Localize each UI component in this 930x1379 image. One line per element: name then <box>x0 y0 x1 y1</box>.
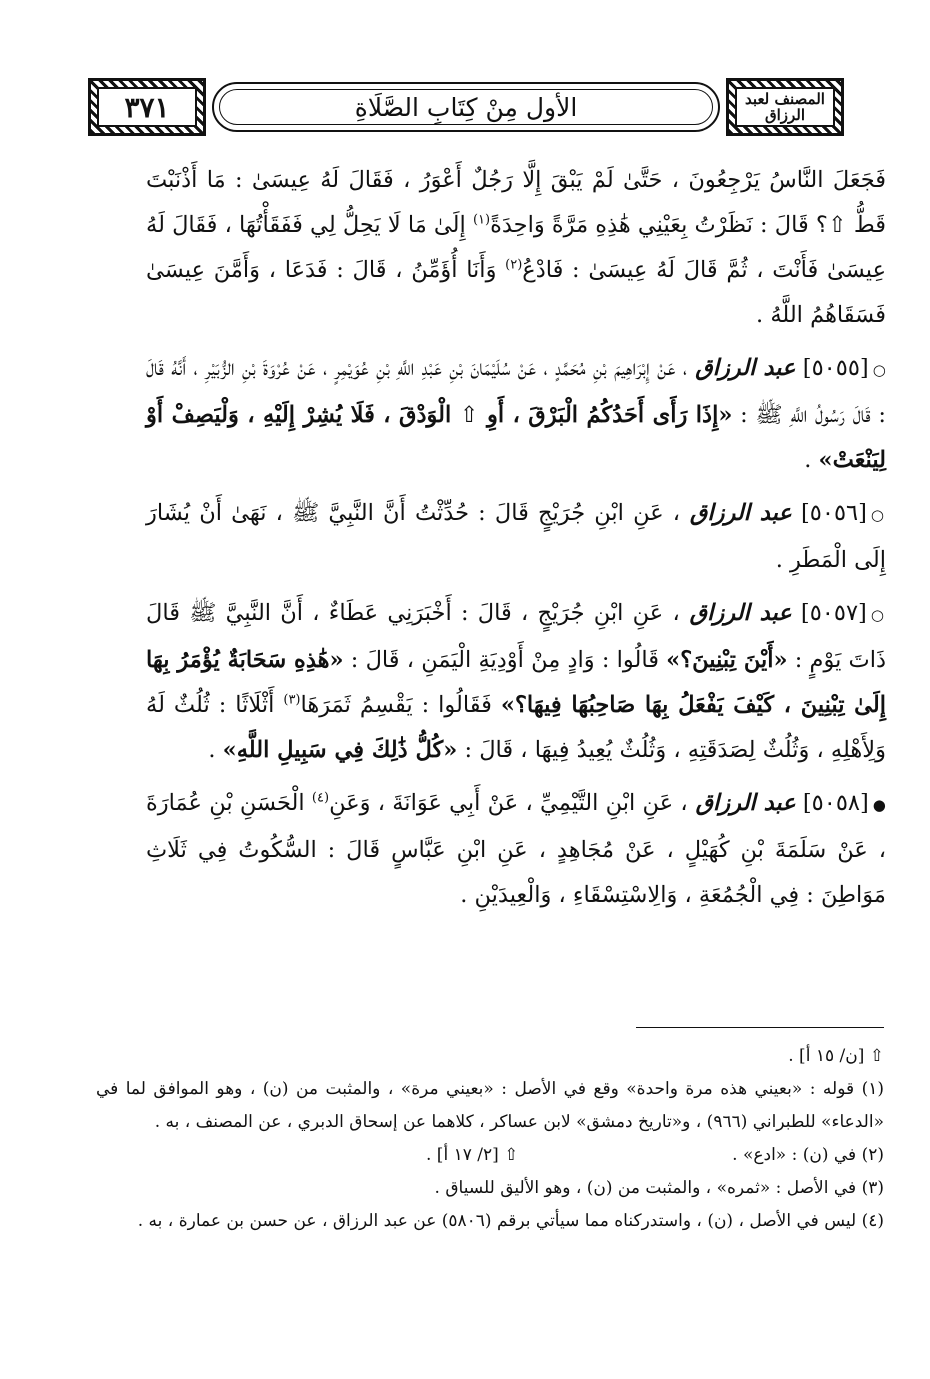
footnote-1: (١) قوله : «بعيني هذه مرة واحدة» وقع في الأصل : «بعيني مرة» ، والمثبت من (ن) ، وهو الموافق لما في «الدعاء» للطبراني (٩٦٦) ، و«تاريخ دمشق» لابن عساكر ، كلاهما عن إسحاق الدبري ، عن المصنف ، به . <box>96 1079 884 1132</box>
author-name: عبد الرزاق <box>687 790 796 816</box>
running-title-frame <box>212 82 720 132</box>
book-seal: المصنف لعبد الرزاق <box>745 90 825 124</box>
author-name: عبد الرزاق <box>687 355 796 381</box>
folio-reference: ⇧ [ن/ ١٥ أ] . <box>788 1046 884 1066</box>
footnote-2: (٢) في (ن) : «ادع» . <box>732 1145 884 1165</box>
hadith-number: [٥٠٥٦] <box>791 500 867 526</box>
narration-text: فَجَعَلَ النَّاسُ يَرْجِعُونَ ، حَتَّىٰ لَمْ يَبْقَ إِلَّا رَجُلٌ أَعْوَرُ ، فَقَالَ لَهُ عِيسَىٰ : مَا أَذْنَبْتَ قَطُّ ⇧؟ قَالَ : نَظَرْتُ بِعَيْنِي هَٰذِهِ مَرَّةً وَاحِدَةً <box>146 167 886 238</box>
hadith-paragraph <box>146 491 886 583</box>
narration-text: قَالُوا : وَادٍ مِنْ أَوْدِيَةِ الْيَمَنِ ، قَالَ : <box>343 647 667 673</box>
footnote-ref: (٣) <box>283 692 301 708</box>
footnote-divider <box>636 1027 884 1028</box>
footnotes <box>96 1040 884 1238</box>
footnote-ref: (٤) <box>311 790 330 806</box>
hadith-paragraph <box>146 158 886 338</box>
hadith-paragraph <box>146 346 886 483</box>
hadith-number: [٥٠٥٨] <box>795 790 869 816</box>
prophetic-saying: «إِذَا رَأَى أَحَدُكُمُ الْبَرْقَ ، أَوِ ⇧ الْوَدْقَ ، فَلَا يُشِرْ إِلَيْهِ ، وَلْيَصِفْ أَوْ لِيَنْعَتْ» <box>146 402 886 473</box>
running-title: الأول مِنْ كِتَابِ الصَّلَاةِ <box>354 92 578 122</box>
narration-text: ، عَنْ إِبْرَاهِيمَ بْنِ مُحَمَّدٍ ، عَنْ سُلَيْمَانَ بْنِ عَبْدِ اللَّهِ بْنِ عُوَيْمِرٍ ، عَنْ عُرْوَةَ بْنِ الزُّبَيْرِ ، أَنَّهُ قَالَ : قَالَ رَسُولُ اللَّهِ ﷺ : <box>146 355 886 428</box>
hadith-paragraph <box>146 781 886 918</box>
narration-text: الْحَسَنِ بْنِ عُمَارَةَ ، عَنْ سَلَمَةَ بْنِ كُهَيْلٍ ، عَنْ مُجَاهِدٍ ، عَنِ ابْنِ عَبَّاسٍ قَالَ : السُّكُوتُ فِي ثَلَاثِ مَوَاطِنَ : فِي الْجُمُعَةِ ، وَالِاسْتِسْقَاءِ ، وَالْعِيدَيْنِ . <box>146 790 886 908</box>
narration-text: فَقَالُوا : يَقْسِمُ ثَمَرَهَا <box>300 692 501 718</box>
prophetic-saying: «كُلُّ ذَٰلِكَ فِي سَبِيلِ اللَّهِ» <box>222 737 458 763</box>
narration-text: . <box>804 447 819 473</box>
footnote-3: (٣) في الأصل : «ثمره» ، والمثبت من (ن) ، وهو الأليق للسياق . <box>434 1178 884 1198</box>
page-header <box>88 78 844 136</box>
narration-text: ، عَنِ ابْنِ جُرَيْجٍ قَالَ : حُدِّثْتُ أَنَّ النَّبِيَّ ﷺ ، نَهَىٰ أَنْ يُشَارَ إِلَى الْمَطَرِ . <box>146 500 886 573</box>
narration-text: إِلَىٰ مَا لَا يَحِلُّ لِي فَفَقَأْتُهَا ، فَقَالَ لَهُ عِيسَىٰ فَأَنْتَ ، ثُمَّ قَالَ لَهُ عِيسَىٰ : فَادْعُ <box>146 212 886 283</box>
narration-text: . <box>208 737 223 763</box>
hadith-paragraph <box>146 591 886 773</box>
narration-text: أَثْلَاثًا : ثُلُثٌ لَهُ وَلِأَهْلِهِ ، وَثُلُثٌ لِصَدَقَتِهِ ، وَثُلُثٌ يُعِيدُ فِيهَا ، قَالَ : <box>146 692 886 763</box>
narration-text: وَأَنَا أُؤَمِّنُ ، قَالَ : فَدَعَا ، وَأَمَّنَ عِيسَىٰ فَسَقَاهُمُ اللَّهُ . <box>146 257 886 328</box>
folio-reference: ⇧ [٢/ ١٧ أ] . <box>426 1145 519 1165</box>
grade-marker-icon: ○ <box>872 361 886 379</box>
page-number-frame <box>88 78 206 136</box>
footnote-ref: (١) <box>472 212 491 228</box>
grade-marker-icon: ● <box>872 796 886 814</box>
prophetic-saying: «أَيْنَ تِبْنِينَ؟» <box>666 647 788 673</box>
author-name: عبد الرزاق <box>680 500 792 526</box>
main-text <box>146 158 886 926</box>
narration-text: ، عَنِ ابْنِ التَّيْمِيِّ ، عَنْ أَبِي عَوَانَةَ ، وَعَنِ <box>329 790 688 816</box>
narration-text: ، عَنِ ابْنِ جُرَيْجٍ ، قَالَ : أَخْبَرَنِي عَطَاءٌ ، أَنَّ النَّبِيَّ ﷺ قَالَ ذَاتَ يَوْمٍ : <box>146 600 886 673</box>
page-number: ٣٧١ <box>124 90 170 124</box>
grade-marker-icon: ○ <box>870 506 886 524</box>
book-seal-frame <box>726 78 844 136</box>
hadith-number: [٥٠٥٧] <box>791 600 867 626</box>
grade-marker-icon: ○ <box>870 606 886 624</box>
hadith-number: [٥٠٥٥] <box>795 355 869 381</box>
footnote-4: (٤) ليس في الأصل ، (ن) ، واستدركناه مما سيأتي برقم (٥٨٠٦) عن عبد الرزاق ، عن حسن بن عمارة ، به . <box>137 1211 884 1231</box>
prophetic-saying: «هَٰذِهِ سَحَابَةٌ يُؤْمَرُ بِهَا إِلَىٰ تِبْنِينَ ، كَيْفَ يَفْعَلُ بِهَا صَاحِبُهَا فِيهَا؟» <box>146 647 886 718</box>
author-name: عبد الرزاق <box>679 600 792 626</box>
footnote-ref: (٢) <box>505 257 523 273</box>
